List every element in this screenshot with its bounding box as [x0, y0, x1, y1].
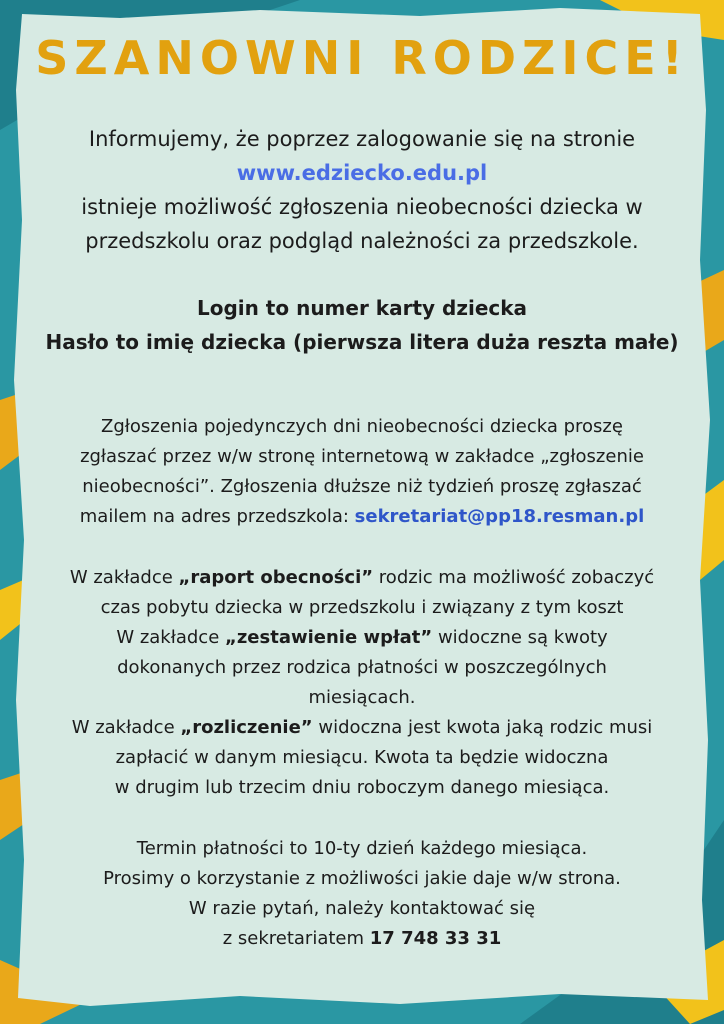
closing-line: Prosimy o korzystanie z możliwości jakie daje w/w strona. — [103, 868, 621, 889]
closing-line — [20, 924, 704, 954]
intro-line: Informujemy, że poprzez zalogowanie się na stronie — [88, 127, 636, 151]
tab-text: W zakładce — [71, 717, 181, 738]
login-line: Login to numer karty dziecka — [196, 296, 528, 320]
attendance-line — [20, 563, 704, 593]
intro-line: istnieje możliwość zgłoszenia nieobecności dziecka w — [81, 195, 643, 219]
tab-text: widoczna jest kwota jaką rodzic musi — [312, 717, 653, 738]
settlement-line: w drugim lub trzecim dniu roboczym danego miesiąca. — [114, 777, 610, 798]
absences-line: Zgłoszenia pojedynczych dni nieobecności dziecka proszę — [101, 416, 623, 437]
payments-tab-name: „zestawienie wpłat” — [225, 627, 433, 648]
attendance-tab-name: „raport obecności” — [178, 567, 374, 588]
tab-text: rodzic ma możliwość zobaczyć — [373, 567, 655, 588]
phone-number: 17 748 33 31 — [369, 928, 502, 949]
email-link[interactable]: sekretariat@pp18.resman.pl — [354, 506, 645, 527]
settlement-tab-name: „rozliczenie” — [180, 717, 313, 738]
settlement-line: zapłacić w danym miesiącu. Kwota ta będzie widoczna — [115, 747, 609, 768]
page-title: SZANOWNI RODZICE! — [35, 31, 689, 85]
payments-line — [20, 623, 704, 653]
closing-line: Termin płatności to 10-ty dzień każdego miesiąca. — [136, 838, 588, 859]
tab-text: W zakładce — [69, 567, 179, 588]
login-info — [20, 291, 704, 359]
payments-line: miesiącach. — [308, 687, 416, 708]
absences-line — [20, 502, 704, 532]
intro-line: przedszkolu oraz podgląd należności za przedszkole. — [85, 229, 639, 253]
tab-text: W zakładce — [116, 627, 225, 648]
payments-line: dokonanych przez rodzica płatności w poszczególnych — [117, 657, 607, 678]
settlement-line — [20, 713, 704, 743]
tab-text: widoczne są kwoty — [432, 627, 608, 648]
closing-line: W razie pytań, należy kontaktować się — [188, 898, 536, 919]
password-line: Hasło to imię dziecka (pierwsza litera duża reszta małe) — [45, 330, 679, 354]
tabs-paragraph — [20, 563, 704, 803]
absences-paragraph — [20, 412, 704, 532]
attendance-line: czas pobytu dziecka w przedszkolu i związany z tym koszt — [100, 597, 624, 618]
absences-line: nieobecności”. Zgłoszenia dłuższe niż tydzień proszę zgłaszać — [82, 476, 642, 497]
absences-text: mailem na adres przedszkola: — [79, 506, 355, 527]
closing-text: z sekretariatem — [222, 928, 370, 949]
website-link[interactable]: www.edziecko.edu.pl — [236, 161, 488, 185]
closing-paragraph — [20, 834, 704, 954]
absences-line: zgłaszać przez w/w stronę internetową w zakładce „zgłoszenie — [80, 446, 644, 467]
intro-paragraph — [20, 122, 704, 258]
